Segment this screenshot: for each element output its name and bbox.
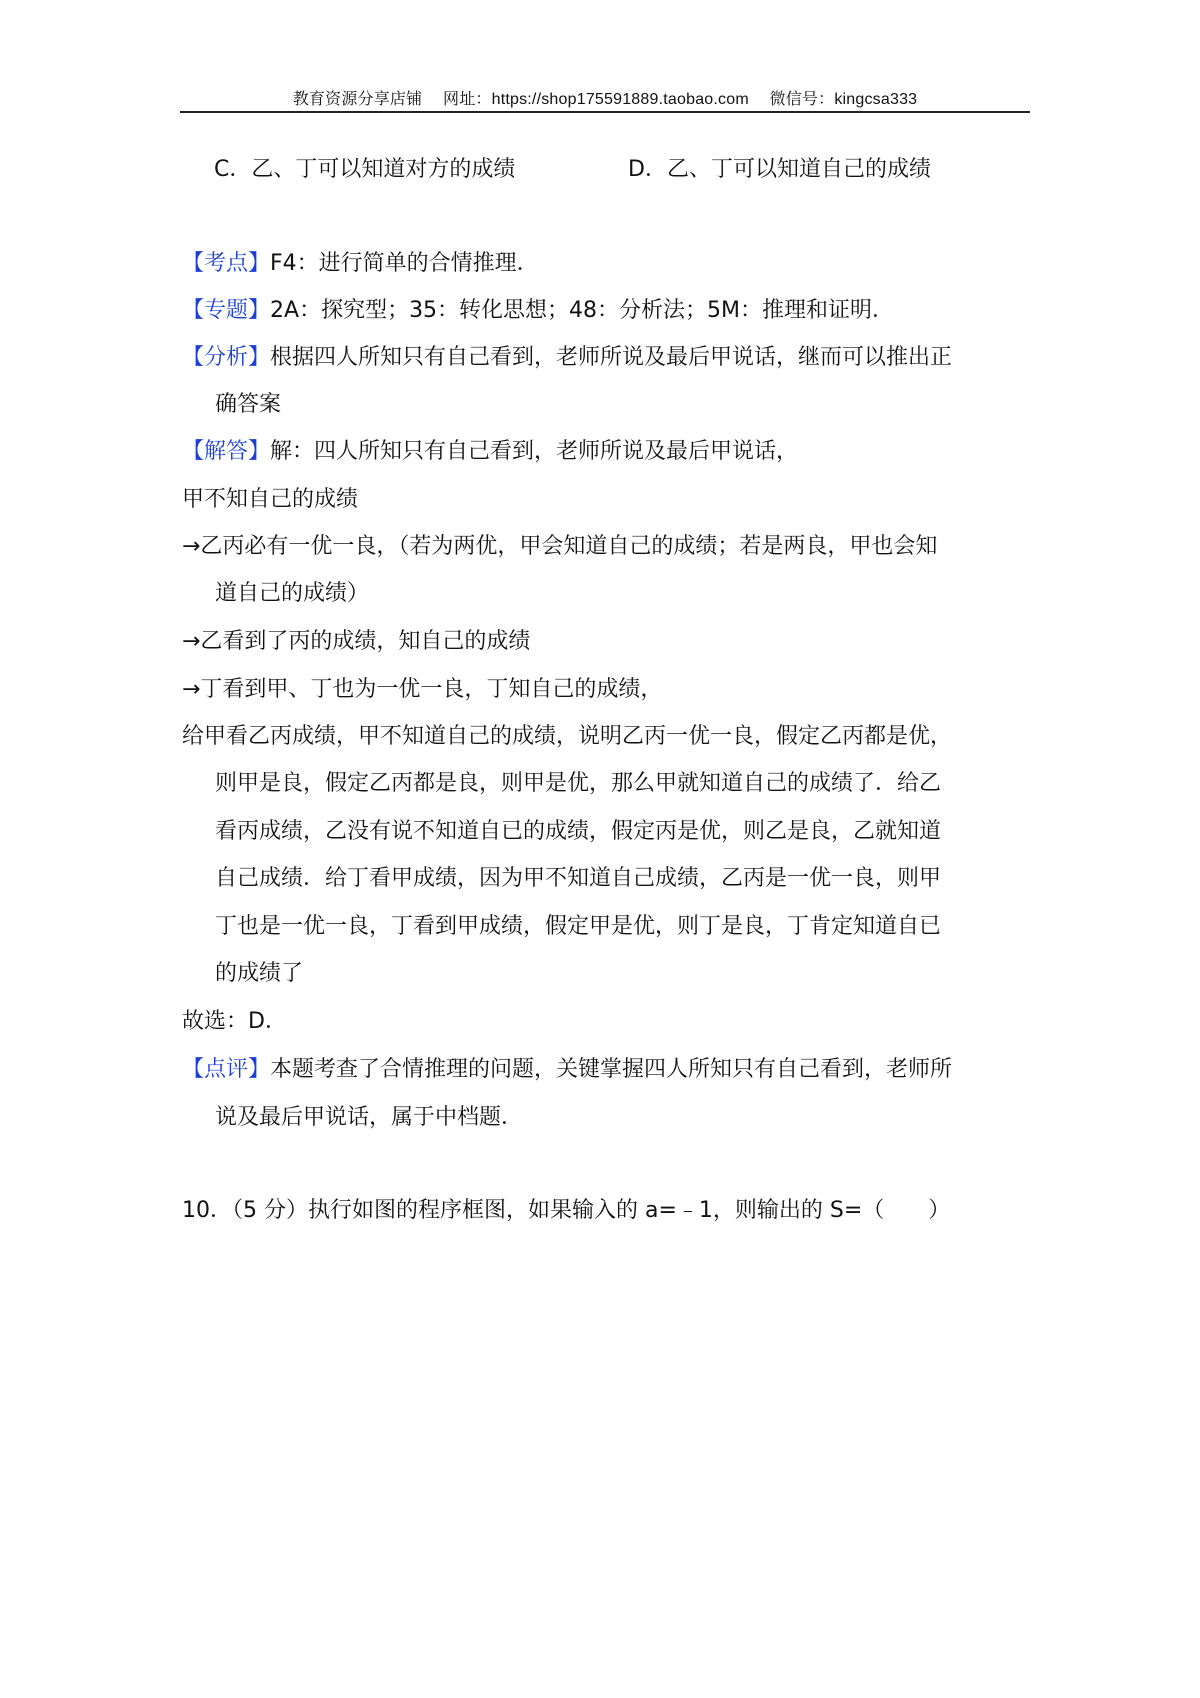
wechat-id: 微信号：kingcsa333	[769, 91, 918, 108]
solution-paragraph-line-2: 则甲是良，假定乙丙都是良，则甲是优，那么甲就知道自己的成绩了．给乙	[215, 771, 942, 796]
dianping-text: 本题考查了合情推理的问题，关键掌握四人所知只有自己看到，老师所	[270, 1057, 953, 1082]
dianping-line	[182, 1055, 952, 1085]
solution-paragraph-line-3: 看丙成绩，乙没有说不知道自已的成绩，假定丙是优，则乙是良，乙就知道	[215, 819, 942, 844]
solution-paragraph-line-4: 自己成绩．给丁看甲成绩，因为甲不知道自己成绩，乙丙是一优一良，则甲	[215, 866, 942, 891]
solution-paragraph-line-5: 丁也是一优一良，丁看到甲成绩，假定甲是优，则丁是良，丁肯定知道自已	[215, 914, 942, 939]
shop-name: 教育资源分享店铺	[292, 91, 423, 108]
option-c: C．乙、丁可以知道对方的成绩	[214, 157, 516, 182]
solution-step-4: →丁看到甲、丁也为一优一良，丁知自己的成绩，	[182, 677, 663, 702]
dianping-tag: 【点评】	[182, 1057, 271, 1082]
solution-step-3: →乙看到了丙的成绩，知自己的成绩	[182, 629, 531, 654]
solution-paragraph-line-1: 给甲看乙丙成绩，甲不知道自己的成绩，说明乙丙一优一良，假定乙丙都是优，	[182, 724, 953, 749]
answer-choice: 故选：D．	[182, 1009, 287, 1034]
solution-step-2-continued: 道自己的成绩）	[215, 581, 370, 606]
option-d: D．乙、丁可以知道自己的成绩	[628, 157, 931, 182]
header-divider	[180, 111, 1030, 113]
zhuanti-line	[182, 296, 894, 326]
kaodian-tag: 【考点】	[182, 251, 271, 276]
solution-step-2: →乙丙必有一优一良，（若为两优，甲会知道自己的成绩；若是两良，甲也会知	[182, 534, 938, 559]
jieda-text: 解：四人所知只有自己看到，老师所说及最后甲说话，	[270, 439, 799, 464]
fenxi-tag: 【分析】	[182, 345, 271, 370]
solution-paragraph-line-6: 的成绩了	[215, 961, 304, 986]
shop-url: 网址：https://shop175591889.taobao.com	[443, 91, 749, 108]
dianping-text-continued: 说及最后甲说话，属于中档题．	[215, 1105, 524, 1130]
solution-step-1: 甲不知自己的成绩	[182, 487, 359, 512]
jieda-line	[182, 437, 798, 467]
fenxi-text: 根据四人所知只有自己看到，老师所说及最后甲说话，继而可以推出正	[270, 345, 953, 370]
fenxi-line	[182, 343, 952, 373]
fenxi-text-continued: 确答案	[215, 392, 282, 417]
question-10: 10．（5 分）执行如图的程序框图，如果输入的 a=﹣1，则输出的 S=（ ）	[182, 1198, 951, 1223]
page-header	[180, 86, 1030, 109]
kaodian-text: F4：进行简单的合情推理．	[270, 251, 539, 276]
jieda-tag: 【解答】	[182, 439, 271, 464]
kaodian-line	[182, 249, 539, 279]
zhuanti-text: 2A：探究型；35：转化思想；48：分析法；5M：推理和证明．	[270, 298, 895, 323]
zhuanti-tag: 【专题】	[182, 298, 271, 323]
